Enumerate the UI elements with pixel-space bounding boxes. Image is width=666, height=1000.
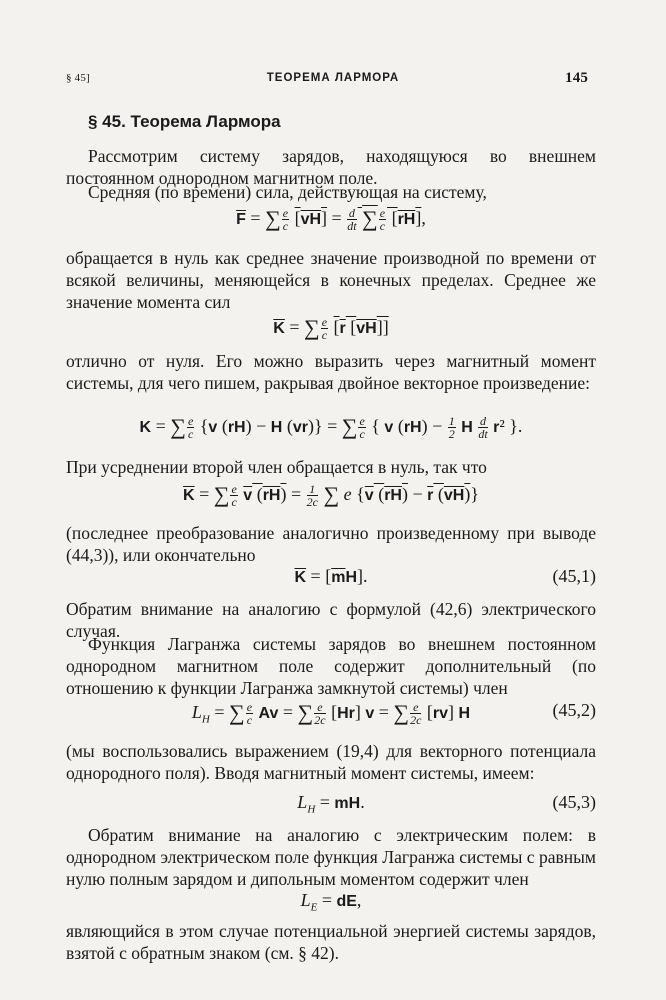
equation-45-1: $\overline{K} = [\overline{m}H]$. (45,1): [294, 566, 596, 586]
running-header-section: § 45]: [66, 72, 90, 84]
equation-averaging: $\overline{K}$ = ∑ $\frac{e}{c}$ v (rH) = $\frac{1}{2c}$ ∑ e {v (rH) − r (vH)}: [183, 482, 479, 510]
equation-number-45-3: (45,3): [552, 792, 596, 812]
paragraph-11: являющийся в этом случае потенциальной энергией системы зарядов, взятой с обратным знаком (см. § 42).: [66, 921, 596, 963]
paragraph-4: отлично от нуля. Его можно выразить через магнитный момент системы, для чего пишем, ракрывая двойное векторное произведение:: [66, 351, 596, 393]
paragraph-6: (последнее преобразование аналогично произведенному при выводе (44,3)), или окончательно: [66, 523, 596, 565]
paragraph-8: Функция Лагранжа системы зарядов во внешнем постоянном однородном магнитном поле содержит дополнительный (по отношению к функции Лагранжа замкнутой системы) член: [66, 634, 596, 698]
paragraph-3: обращается в нуль как среднее значение производной по времени от всякой величины, меняющейся в конечных пределах. Среднее же значение момента сил: [66, 248, 596, 312]
paragraph-9: (мы воспользовались выражением (19,4) для векторного потенциала однородного поля). Вводя магнитный момент системы, имеем:: [66, 741, 596, 783]
section-title: § 45. Теорема Лармора: [88, 112, 281, 131]
paragraph-5: При усреднении второй член обращается в нуль, так что: [66, 457, 487, 477]
paragraph-10: Обратим внимание на аналогию с электрическим полем: в однородном электрическом поле функция Лагранжа системы с равным нулю полным зарядом и дипольным моментом содержит член: [66, 825, 596, 889]
equation-electric-lagrangian: $L_E$ = dE,: [300, 890, 362, 914]
equation-triple-product: K = ∑ $\frac{e}{c}$ {v (rH) − H (vr)} = ∑ $\frac{e}{c}$ { v (rH) − $\frac{1}{2}$ H $\frac{d}{dt}$ r² }.: [139, 414, 523, 442]
equation-mean-force: $\overline{F}$ = ∑ $\frac{e}{c}$ [vH] = $\frac{d}{dt}$ ∑ $\frac{e}{c}$ [rH],: [236, 206, 426, 234]
page-number: 145: [565, 70, 589, 86]
paragraph-7: Обратим внимание на аналогию с формулой (42,6) электрического случая.: [66, 599, 596, 641]
equation-45-2: $L_H$ = ∑ $\frac{e}{c}$ Av = ∑ $\frac{e}{2c}$ [Hr] v = ∑ $\frac{e}{2c}$ [rv] H (45,2): [191, 700, 596, 728]
equation-number-45-1: (45,1): [552, 566, 596, 586]
equation-45-3: $L_H$ = mH. (45,3): [297, 792, 596, 816]
paragraph-2: Средняя (по времени) сила, действующая на систему,: [88, 182, 487, 202]
equation-mean-torque: $\overline{K}$ = ∑ $\frac{e}{c}$ [r [vH]]: [273, 315, 389, 343]
paragraph-1: Рассмотрим систему зарядов, находящуюся во внешнем постоянном однородном магнитном поле.: [66, 146, 596, 188]
equation-number-45-2: (45,2): [552, 700, 596, 720]
running-header-title: ТЕОРЕМА ЛАРМОРА: [266, 72, 400, 84]
